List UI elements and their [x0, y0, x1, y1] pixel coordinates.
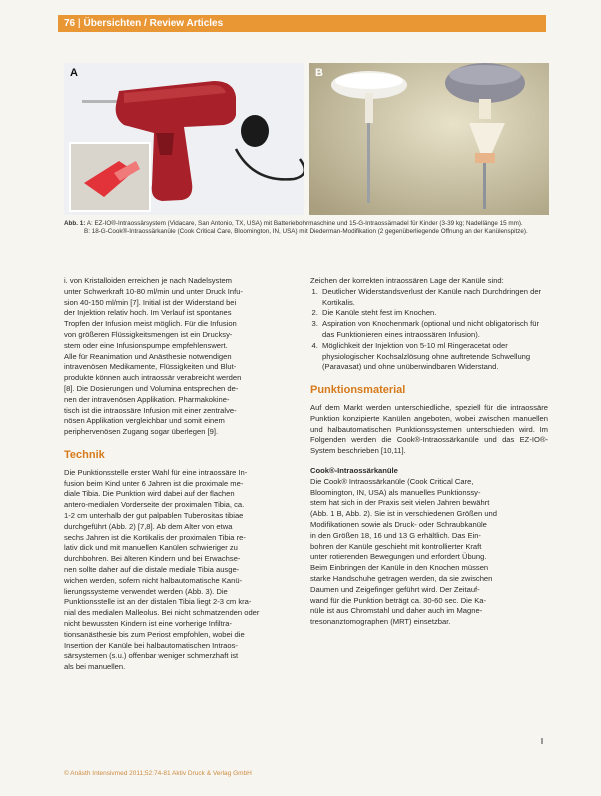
text-line: tisch ist die intraossäre Infusion mit einer zentralve- [64, 405, 237, 415]
text-line: lierungssysteme verwendet werden (Abb. 3). Die [64, 586, 228, 596]
figure-panel-a [64, 63, 304, 215]
cook-needle-photo [309, 63, 549, 215]
subheading-cook: Cook®-Intraossärkanüle [310, 465, 398, 475]
text-line: Daumen und Zeigefinger geführt wird. Der Zeitauf- [310, 584, 480, 594]
text-line: nen sollte daher auf die distale mediale Tibia ausge- [64, 564, 240, 574]
list-item: 1. Deutlicher Widerstandsverlust der Kanüle nach Durchdringen der Kortikalis. [320, 287, 548, 309]
right-column [310, 276, 548, 628]
text-line: diale Tibia. Die Punktion wird dabei auf der flachen [64, 489, 235, 499]
text-line: der Injektion relativ hoch. Im Verlauf ist spontanes [64, 308, 232, 318]
text-line: i. von Kristalloiden erreichen je nach Nadelsystem [64, 276, 232, 285]
punktion-paragraph: Auf dem Markt werden unterschiedliche, speziell für die intraossäre Punktion konzipierte Kanülen angeboten, wobei zwischen manuellen und halbautomatischen Punktionssystemen unterschieden wird. Im Folgenden werden die Cook®-Intraossärkanüle und das EZ-IO®-System beschrieben [10,11]. [310, 402, 548, 456]
list-item: 4. Möglichkeit der Injektion von 5-10 ml Ringeracetat oder physiologischer Kochsalzlösung ohne auftretende Schwellung (Paravasat) und ohne unüberwindbaren Widerstand. [320, 341, 548, 373]
panel-label-b: B [315, 67, 323, 79]
text-line: Modifikationen sowie als Druck- oder Schraubkanüle [310, 519, 487, 529]
text-line: wichen werden, sofern nicht halbautomatische Kanü- [64, 575, 243, 585]
technik-paragraph [64, 468, 298, 673]
page-footer: © Anästh Intensivmed 2011;52:74-81 Aktiv Druck & Verlag GmbH [64, 770, 252, 777]
text-line: Die Punktionsstelle erster Wahl für eine intraossäre In- [64, 467, 248, 477]
text-line: sechs Jahren ist die Kortikalis der proximalen Tibia re- [64, 532, 246, 542]
text-line: Tropfen der Infusion meist möglich. Für die Infusion [64, 319, 237, 329]
text-line: in den Größen 18, 16 und 13 G erhältlich. Das Ein- [310, 530, 481, 540]
text-line: 1-2 cm unterhalb der gut palpablen Tuberositas tibiae [64, 510, 244, 520]
text-line: als bei manuellen. [64, 662, 126, 672]
margin-mark [541, 738, 543, 744]
page-header: 76 | Übersichten / Review Articles [58, 15, 546, 32]
text-line: Beim Einbringen der Kanüle in den Knochen müssen [310, 563, 489, 573]
text-line: [8]. Die Dosierungen und Volumina entsprechen de- [64, 383, 239, 393]
text-line: Die Cook® Intraossärkanüle (Cook Critical Care, [310, 476, 474, 486]
text-line: nial des medialen Malleolus. Bei nicht schmatzenden oder [64, 608, 260, 618]
intro-paragraph [64, 276, 298, 438]
text-line: wand für die Punktion beträgt ca. 30-60 sec. Die Ka- [310, 595, 487, 605]
text-line: periphervenösen Zugang sogar überlegen [9]. [64, 427, 219, 437]
text-line: tresonanztomographen (MRT) einsetzbar. [310, 617, 451, 627]
caption-b: B: 18-G-Cook®-Intraossärkanüle (Cook Critical Care, Bloomington, IN, USA) mit Diederman-Modifikation (2 gegenüberliegende Öffnung an der Kanülenspitze). [84, 228, 528, 235]
text-line: Punktionsstelle ist an der distalen Tibia liegt 2-3 cm kra- [64, 597, 252, 607]
text-line: nen der intravenösen Applikation. Pharmakokine- [64, 394, 230, 404]
text-line: sion 40-150 ml/min [7]. Initial ist der Widerstand bei [64, 297, 237, 307]
figure-caption [64, 220, 549, 236]
text-line: starke Handschuhe getragen werden, da sie zwischen [310, 573, 493, 583]
signs-list [310, 287, 548, 373]
text-line: unter rotierenden Bewegungen und erfordert Übung. [310, 552, 487, 562]
text-line: bohren der Kanüle geschieht mit kontrollierter Kraft [310, 541, 482, 551]
left-column [64, 276, 298, 673]
figure-panel-b [309, 63, 549, 215]
text-line: Insertion der Kanüle bei halbautomatischen Intraos- [64, 640, 238, 650]
text-line: unter Schwerkraft 10-80 ml/min und unter Druck Infu- [64, 286, 243, 296]
section-title: Übersichten / Review Articles [83, 18, 224, 29]
text-line: durchbohren. Bei älteren Kindern und bei Erwachse- [64, 554, 241, 564]
text-line: tionsanästhesie bis zum Periost empfohlen, wobei die [64, 629, 245, 639]
text-line: särsystemen (s.u.) offenbar weniger schmerzhaft ist [64, 651, 239, 661]
caption-label: Abb. 1: [64, 220, 86, 227]
signs-intro: Zeichen der korrekten intraossären Lage der Kanüle sind: [310, 276, 504, 285]
text-line: Bloomington, IN, USA) als manuelles Punktionssy- [310, 487, 481, 497]
text-line: fusion beim Kind unter 6 Jahren ist die proximale me- [64, 478, 244, 488]
section-heading-punktionsmaterial: Punktionsmaterial [310, 384, 406, 397]
text-line: Alle für Reanimation und Anästhesie notwendigen [64, 351, 232, 361]
cook-paragraph [310, 477, 548, 628]
text-line: durchgeführt (Abb. 2) [7,8]. Ab dem Alter von etwa [64, 521, 233, 531]
caption-a: A: EZ-IO®-Intraossärsystem (Vidacare, San Antonio, TX, USA) mit Batteriebohrmaschine und 15-G-Intraossärnadel für Kinder (3-39 kg; Nadellänge 15 mm). [86, 220, 523, 227]
text-line: intravenösen Medikamente, Flüssigkeiten und Blut- [64, 362, 237, 372]
text-line: nicht bewussten Kindern ist eine vorherige Infiltra- [64, 618, 232, 628]
text-line: von größeren Flüssigkeitsmengen ist ein Drucksy- [64, 329, 233, 339]
panel-label-a: A [70, 67, 78, 79]
list-item: 2. Die Kanüle steht fest im Knochen. [320, 308, 548, 319]
text-line: stem oder eine Infusionspumpe empfehlenswert. [64, 340, 228, 350]
text-line: nüle ist aus Chromstahl und daher auch im Magne- [310, 606, 483, 616]
section-heading-technik: Technik [64, 448, 105, 461]
text-line: antero-medialen Vorderseite der proximalen Tibia, ca. [64, 500, 245, 510]
text-line: stem hat sich in der Praxis seit vielen Jahren bewährt [310, 498, 490, 508]
text-line: (Abb. 1 B, Abb. 2). Sie ist in verschiedenen Größen und [310, 509, 497, 519]
list-item: 3. Aspiration von Knochenmark (optional und nicht obligatorisch für das Funktionieren eines intraossären Infusion). [320, 319, 548, 341]
text-line: nösen Applikation vergleichbar und somit einem [64, 416, 225, 426]
intraosseous-drill-photo [64, 63, 304, 215]
text-line: lativ dick und mit manuellen Kanülen schwieriger zu [64, 543, 238, 553]
text-line: produkte können auch intraossär verabreicht werden [64, 373, 242, 383]
page-number: 76 [64, 18, 76, 29]
